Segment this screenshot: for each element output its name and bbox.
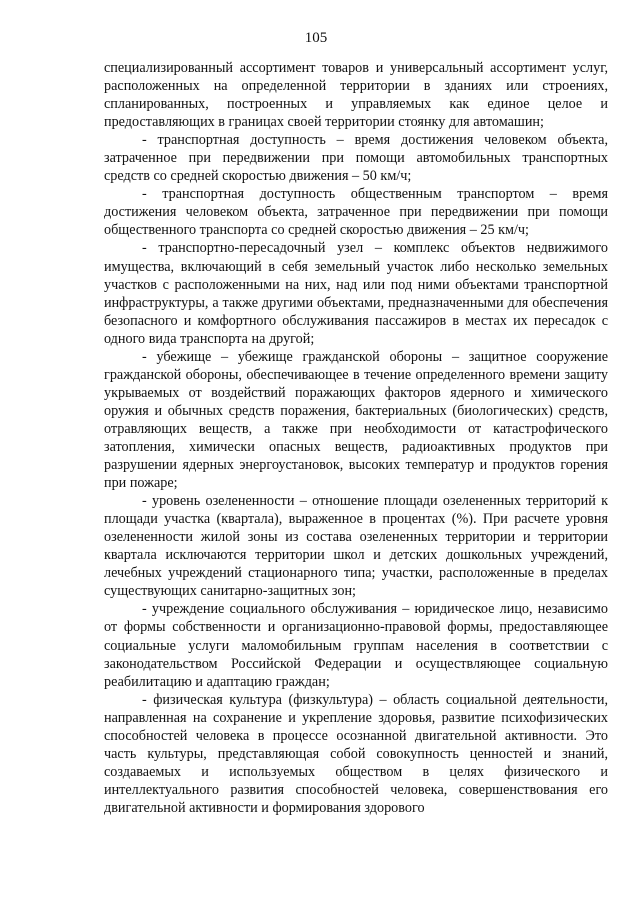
definition-paragraph: - транспортно-пересадочный узел – комплекс объектов недвижимого имущества, включающий в себя земельный участок либо несколько земельных участков с расположенными на них, над или под ними объектами транспортной инфраструктуры, а также другими объектами, предназначенными для обеспечения безопасного и комфортного обслуживания пассажиров в местах их пересадок с одного вида транспорта на другой;: [104, 240, 608, 347]
definition-paragraph: - учреждение социального обслуживания – юридическое лицо, независимо от формы собственности и организационно-правовой формы, предоставляющее социальные услуги маломобильным группам населения в соответствии с законодательством Российской Федерации и осуществляющее социальную реабилитацию и адаптацию граждан;: [104, 601, 608, 690]
definition-paragraph: - транспортная доступность – время достижения человеком объекта, затраченное при передвижении при помощи автомобильных транспортных средств со средней скоростью движения – 50 км/ч;: [104, 132, 608, 185]
definition-paragraph: - транспортная доступность общественным транспортом – время достижения человеком объекта, затраченное при передвижении при помощи общественного транспорта со средней скоростью движения – 25 км/ч;: [104, 186, 608, 239]
page-number: 105: [304, 30, 328, 46]
definition-paragraph: - физическая культура (физкультура) – область социальной деятельности, направленная на сохранение и укрепление здоровья, развитие психофизических способностей человека в процессе осознанной двигательной активности. Это часть культуры, представляющая собой совокупность ценностей и знаний, создаваемых и используемых обществом в целях физического и интеллектуального развития способностей человека, совершенствования его двигательной активности и формирования здорового: [104, 691, 608, 816]
paragraph: специализированный ассортимент товаров и универсальный ассортимент услуг, расположенных на определенной территории в зданиях или строениях, спланированных, построенных и управляемых как единое целое и предоставляющих в границах своей территории стоянку для автомашин;: [104, 60, 608, 131]
definition-paragraph: - убежище – убежище гражданской обороны – защитное сооружение гражданской обороны, обеспечивающее в течение определенного времени защиту укрываемых от воздействий поражающих факторов ядерного и химического оружия и обычных средств поражения, бактериальных (биологических) средств, отравляющих веществ, а также при необходимости от катастрофического затопления, химически опасных веществ, радиоактивных продуктов при разрушении ядерных энергоустановок, высоких температур и продуктов горения при пожаре;: [104, 348, 608, 492]
document-body: [104, 59, 608, 817]
definition-paragraph: - уровень озелененности – отношение площади озелененных территорий к площади участка (квартала), выраженное в процентах (%). При расчете уровня озелененности жилой зоны из состава озелененных территории и территории квартала исключаются территории школ и детских дошкольных учреждений, лечебных учреждений стационарного типа; участки, расположенные в пределах существующих санитарно-защитных зон;: [104, 493, 608, 600]
